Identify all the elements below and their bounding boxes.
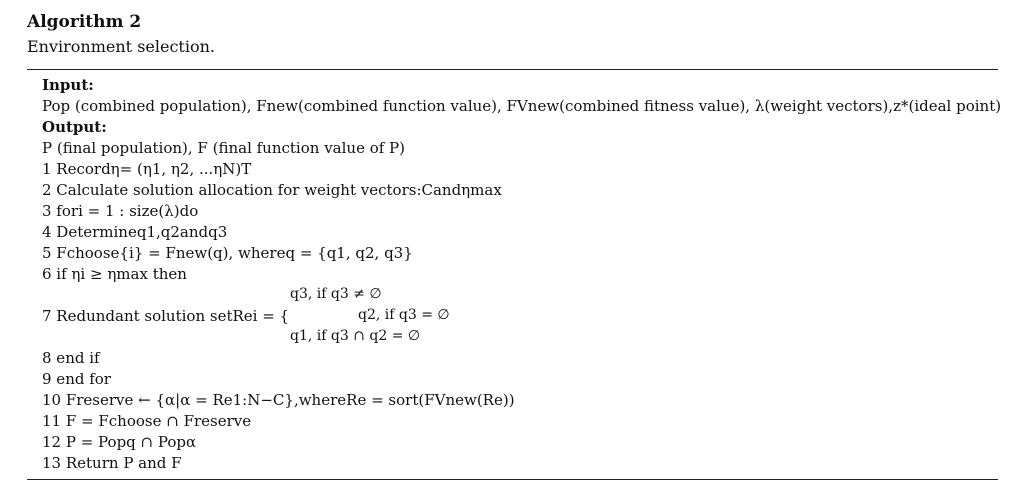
step-2: 2 Calculate solution allocation for weight vectors:Candηmax <box>42 181 502 199</box>
step-5: 5 Fchoose{i} = Fnew(q), whereq = {q1, q2, q3} <box>42 244 413 262</box>
case-1: q3, if q3 ≠ ∅ <box>290 286 382 302</box>
case-2: q2, if q3 = ∅ <box>358 307 450 323</box>
output-label: Output: <box>42 118 107 136</box>
step-3: 3 fori = 1 : size(λ)do <box>42 202 199 220</box>
step-13: 13 Return P and F <box>42 454 182 472</box>
case-3: q1, if q3 ∩ q2 = ∅ <box>290 328 421 344</box>
step-1: 1 Recordη= (η1, η2, ...ηN)T <box>42 160 252 178</box>
step-4: 4 Determineq1,q2andq3 <box>42 223 228 241</box>
step-7: 7 Redundant solution setRei = { <box>42 307 290 325</box>
step-8: 8 end if <box>42 349 100 367</box>
input-text: Pop (combined population), Fnew(combined function value), FVnew(combined fitness value), λ(weight vectors),z*(ideal point) <box>42 97 1002 115</box>
algorithm-subtitle: Environment selection. <box>27 37 215 56</box>
bottom-rule <box>27 479 998 480</box>
step-11: 11 F = Fchoose ∩ Freserve <box>42 412 252 430</box>
step-6: 6 if ηi ≥ ηmax then <box>42 265 187 283</box>
output-text: P (final population), F (final function value of P) <box>42 139 406 157</box>
step-12: 12 P = Popq ∩ Popα <box>42 433 197 451</box>
top-rule <box>27 69 998 70</box>
input-label: Input: <box>42 76 94 94</box>
algorithm-title: Algorithm 2 <box>27 12 142 32</box>
step-10: 10 Freserve ← {α|α = Re1:N−C},whereRe = sort(FVnew(Re)) <box>42 391 515 409</box>
step-9: 9 end for <box>42 370 111 388</box>
